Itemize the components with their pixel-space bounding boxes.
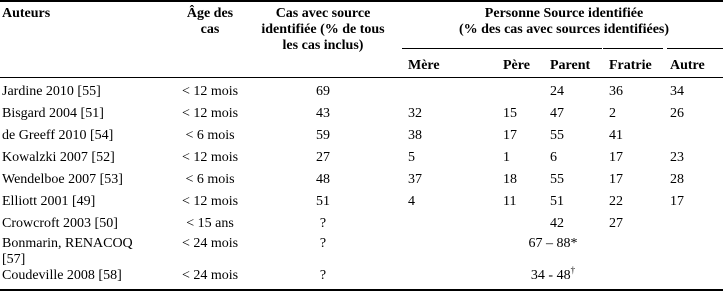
cell-auteur: Crowcroft 2003 [50] bbox=[2, 216, 118, 231]
header-cas-line2: identifiée (% de tous bbox=[261, 22, 385, 37]
header-auteurs: Auteurs bbox=[2, 6, 51, 21]
cell-mere: 5 bbox=[408, 150, 415, 165]
cell-autre: 28 bbox=[670, 172, 684, 187]
cell-autre: 26 bbox=[670, 106, 684, 121]
cell-parent: 55 bbox=[550, 172, 564, 187]
cell-fratrie: 2 bbox=[609, 106, 616, 121]
cell-pere: 15 bbox=[503, 106, 517, 121]
merged-range-value: 34 - 48 bbox=[530, 268, 571, 283]
header-parent: Parent bbox=[550, 58, 591, 73]
cell-auteur: Kowalzki 2007 [52] bbox=[2, 150, 115, 165]
cell-pere: 17 bbox=[503, 128, 517, 143]
cell-merged-range: 67 – 88* bbox=[528, 236, 578, 251]
cell-fratrie: 17 bbox=[609, 172, 623, 187]
cell-parent: 24 bbox=[550, 84, 564, 99]
table-bottom-rule bbox=[0, 289, 723, 291]
cell-fratrie: 41 bbox=[609, 128, 623, 143]
cell-cas: 69 bbox=[316, 84, 330, 99]
header-age-line2: cas bbox=[200, 22, 220, 37]
header-source-line1: Personne Source identifiée bbox=[484, 6, 644, 21]
cell-fratrie: 17 bbox=[609, 150, 623, 165]
cell-age: < 6 mois bbox=[185, 172, 235, 187]
cell-age: < 24 mois bbox=[181, 236, 239, 251]
cell-parent: 55 bbox=[550, 128, 564, 143]
cell-mere: 4 bbox=[408, 194, 415, 209]
cell-cas: 48 bbox=[316, 172, 330, 187]
subheader-rule-parent bbox=[547, 48, 602, 49]
cell-parent: 51 bbox=[550, 194, 564, 209]
cell-mere: 38 bbox=[408, 128, 422, 143]
header-cas-line1: Cas avec source bbox=[275, 6, 371, 21]
cell-fratrie: 27 bbox=[609, 216, 623, 231]
cell-mere: 32 bbox=[408, 106, 422, 121]
subheader-rule-fratrie bbox=[603, 48, 663, 49]
cell-parent: 47 bbox=[550, 106, 564, 121]
cell-cas: ? bbox=[319, 236, 327, 251]
header-bottom-rule bbox=[0, 77, 723, 78]
table-top-rule bbox=[0, 0, 723, 2]
header-mere: Mère bbox=[408, 58, 440, 73]
cell-pere: 11 bbox=[503, 194, 517, 209]
cell-mere: 37 bbox=[408, 172, 422, 187]
header-cas bbox=[248, 6, 398, 54]
cell-autre: 23 bbox=[670, 150, 684, 165]
cell-auteur: Elliott 2001 [49] bbox=[2, 194, 96, 209]
cell-parent: 42 bbox=[550, 216, 564, 231]
cell-merged-range bbox=[503, 265, 603, 284]
header-source bbox=[405, 6, 723, 38]
dagger-footnote-mark: † bbox=[570, 265, 576, 275]
cell-cas: ? bbox=[319, 268, 327, 283]
cell-cas: 43 bbox=[316, 106, 330, 121]
cell-pere: 18 bbox=[503, 172, 517, 187]
cell-auteur: Jardine 2010 [55] bbox=[2, 84, 101, 99]
cell-pere: 1 bbox=[503, 150, 510, 165]
cell-fratrie: 36 bbox=[609, 84, 623, 99]
cell-auteur: Bisgard 2004 [51] bbox=[2, 106, 104, 121]
cell-auteur: Wendelboe 2007 [53] bbox=[2, 172, 123, 187]
header-source-line2: (% des cas avec sources identifiées) bbox=[458, 22, 670, 37]
cell-auteur: Bonmarin, RENACOQ [57] bbox=[2, 236, 133, 267]
header-age-line1: Âge des bbox=[186, 6, 234, 21]
subheader-rule-autre bbox=[667, 48, 723, 49]
cell-age: < 12 mois bbox=[181, 84, 239, 99]
header-fratrie: Fratrie bbox=[609, 58, 652, 73]
cell-auteur: de Greeff 2010 [54] bbox=[2, 128, 114, 143]
cell-cas: 59 bbox=[316, 128, 330, 143]
header-age bbox=[180, 6, 240, 38]
header-pere: Père bbox=[503, 58, 530, 73]
cell-age: < 15 ans bbox=[186, 216, 234, 231]
cell-autre: 34 bbox=[670, 84, 684, 99]
cell-autre: 17 bbox=[670, 194, 684, 209]
cell-fratrie: 22 bbox=[609, 194, 623, 209]
cell-age: < 6 mois bbox=[185, 128, 235, 143]
cell-age: < 12 mois bbox=[181, 150, 239, 165]
cell-parent: 6 bbox=[550, 150, 557, 165]
cell-age: < 24 mois bbox=[181, 268, 239, 283]
cell-age: < 12 mois bbox=[181, 106, 239, 121]
header-autre: Autre bbox=[670, 58, 705, 73]
cell-cas: ? bbox=[319, 216, 327, 231]
cell-cas: 51 bbox=[316, 194, 330, 209]
cell-cas: 27 bbox=[316, 150, 330, 165]
cell-age: < 12 mois bbox=[181, 194, 239, 209]
header-cas-line3: les cas inclus) bbox=[282, 38, 364, 53]
cell-auteur: Coudeville 2008 [58] bbox=[2, 268, 122, 283]
